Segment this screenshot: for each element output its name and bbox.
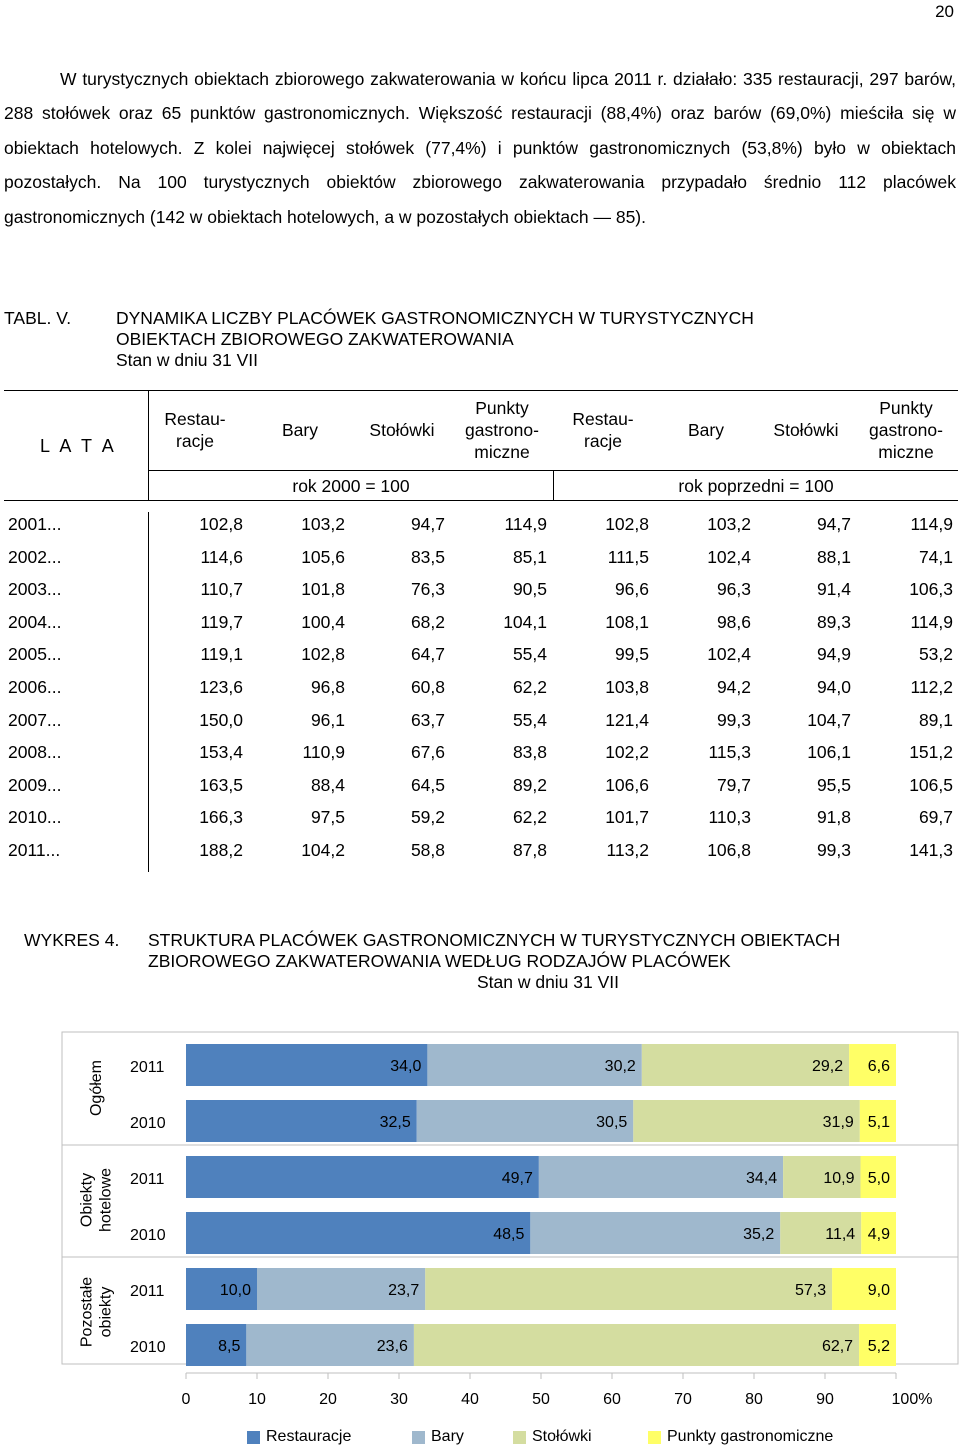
stacked-bar-chart	[0, 1030, 960, 1420]
table-cell: 96,3	[716, 579, 751, 600]
row-year: 2002...	[8, 546, 62, 567]
x-tick-label: 30	[390, 1391, 408, 1408]
legend-label: Punkty gastronomiczne	[667, 1428, 834, 1445]
x-tick-label: 50	[532, 1391, 550, 1408]
table-cell: 111,5	[607, 546, 649, 567]
row-year: 2009...	[8, 774, 62, 795]
table-cell: 102,8	[301, 644, 345, 665]
table-cell: 64,7	[410, 644, 445, 665]
chart-title-line1: STRUKTURA PLACÓWEK GASTRONOMICZNYCH W TURYSTYCZNYCH OBIEKTACH	[148, 930, 841, 950]
row-stub-divider	[148, 708, 149, 742]
bar-segment-label: 31,9	[822, 1114, 854, 1131]
bar-segment-label: 10,0	[219, 1282, 251, 1299]
bar-segment-label: 35,2	[743, 1226, 775, 1243]
table-cell: 91,8	[816, 807, 851, 828]
group-label-line: hotelowe	[97, 1167, 115, 1233]
group-label	[79, 1277, 115, 1347]
legend-item	[648, 1428, 833, 1446]
col-header-text: miczne	[474, 442, 530, 462]
group-label	[79, 1168, 115, 1232]
row-stub-divider	[148, 577, 149, 611]
table-cell: 94,7	[816, 514, 851, 534]
bar-segment-label: 23,6	[376, 1338, 408, 1355]
table-cell: 55,4	[512, 709, 547, 730]
group-label-line: Pozostałe	[78, 1276, 96, 1348]
table-cell: 96,1	[310, 709, 345, 730]
table-title-line1: DYNAMIKA LICZBY PLACÓWEK GASTRONOMICZNYCH W TURYSTYCZNYCH	[116, 308, 754, 328]
table-cell: 114,6	[200, 546, 243, 567]
bar-segment	[425, 1268, 832, 1310]
table-cell: 79,7	[716, 774, 751, 795]
row-stub-divider	[148, 642, 149, 676]
row-stub-divider	[148, 512, 149, 546]
table-cell: 85,1	[512, 546, 547, 567]
table-cell: 102,8	[605, 514, 649, 534]
table-cell: 103,2	[301, 514, 345, 534]
row-year: 2011...	[8, 840, 61, 860]
table-cell: 99,3	[716, 709, 751, 730]
table-cell: 74,1	[918, 546, 953, 567]
table-cell: 106,5	[909, 774, 953, 795]
row-year: 2005...	[8, 644, 62, 665]
legend-item	[412, 1428, 464, 1446]
x-tick-label: 20	[319, 1391, 337, 1408]
table-row	[4, 644, 958, 676]
table-row	[4, 677, 958, 709]
legend-item	[247, 1428, 351, 1446]
table-cell: 115,3	[708, 742, 751, 763]
row-year: 2007...	[8, 709, 62, 730]
table-cell: 106,1	[807, 742, 851, 763]
col-header-stolowki-1: Stołówki	[369, 420, 435, 440]
intro-paragraph	[4, 62, 956, 234]
paragraph-text: W turystycznych obiektach zbiorowego zakwaterowania w końcu lipca 2011 r. działało: 335 restauracji, 297 barów, 288 stołówek oraz 65 punktów gastronomicznych. Większość restauracji (88,4%) oraz barów (69,0%) mieściła się w obiektach hotelowych. Z kolei najwięcej stołówek (77,4%) i punktów gastronomicznych (53,8%) było w obiektach pozostałych. Na 100 turystycznych obiektów zbiorowego zakwaterowania przypadało średnio 112 placówek gastronomicznych (142 w obiektach hotelowych, a w pozostałych obiektach — 85).	[4, 69, 956, 227]
x-tick-label: 80	[745, 1391, 763, 1408]
bar-segment-label: 10,9	[823, 1170, 855, 1187]
table-cell: 64,5	[410, 774, 445, 795]
table-label: TABL. V.	[4, 308, 72, 328]
table-cell: 94,2	[716, 677, 751, 697]
group-label	[88, 1060, 105, 1116]
table-cell: 106,6	[605, 774, 649, 795]
chart-subtitle: Stan w dniu 31 VII	[476, 972, 620, 992]
x-tick-label: 70	[674, 1391, 692, 1408]
group-header-prev-year: rok poprzedni = 100	[678, 476, 834, 496]
bar-segment-label: 30,5	[596, 1114, 628, 1131]
table-cell: 101,7	[605, 807, 649, 828]
bar-year-label: 2010	[130, 1339, 166, 1356]
table-cell: 97,5	[310, 807, 345, 828]
table-cell: 68,2	[410, 611, 445, 632]
table-cell: 102,4	[707, 644, 751, 665]
chart-label: WYKRES 4.	[24, 930, 120, 950]
bar-year-label: 2011	[130, 1283, 165, 1300]
table-cell: 103,2	[707, 514, 751, 534]
legend-label: Bary	[431, 1428, 464, 1445]
table-row	[4, 840, 958, 872]
bar-segment	[186, 1156, 539, 1198]
table-cell: 106,3	[909, 579, 953, 600]
table-row	[4, 807, 958, 839]
table-cell: 62,2	[512, 677, 547, 697]
table-cell: 89,3	[816, 611, 851, 632]
bar-segment-label: 34,4	[745, 1170, 778, 1187]
table-cell: 104,2	[301, 840, 345, 860]
bar-segment-label: 34,0	[390, 1058, 422, 1075]
table-title	[116, 308, 876, 371]
col-header-text: Punkty	[879, 398, 933, 418]
table-cell: 110,7	[200, 579, 243, 600]
table-cell: 188,2	[199, 840, 243, 860]
chart-title-line2: ZBIOROWEGO ZAKWATEROWANIA WEDŁUG RODZAJÓW PLACÓWEK	[148, 951, 731, 971]
stub-divider	[148, 390, 149, 500]
table-cell: 76,3	[410, 579, 445, 600]
table-cell: 141,3	[909, 840, 953, 860]
table-cell: 112,2	[910, 677, 953, 697]
table-cell: 94,7	[410, 514, 445, 534]
table-cell: 99,5	[614, 644, 649, 665]
bar-segment-label: 57,3	[794, 1282, 827, 1299]
row-stub-divider	[148, 545, 149, 579]
bar-segment-label: 9,0	[867, 1282, 890, 1299]
row-stub-divider	[148, 675, 149, 709]
col-header-bary-2: Bary	[688, 420, 724, 440]
table-cell: 108,1	[605, 611, 649, 632]
row-year: 2003...	[8, 579, 62, 600]
table-cell: 94,9	[816, 644, 851, 665]
table-cell: 104,1	[503, 611, 547, 632]
x-tick-label: 0	[181, 1391, 191, 1408]
legend-swatch	[412, 1431, 425, 1444]
table-cell: 62,2	[512, 807, 547, 828]
table-row	[4, 612, 958, 644]
bar-segment	[186, 1212, 530, 1254]
bar-segment-label: 48,5	[493, 1226, 525, 1243]
col-header-text: racje	[584, 431, 622, 451]
table-cell: 114,9	[504, 514, 547, 534]
table-cell: 153,4	[199, 742, 243, 763]
row-year: 2006...	[8, 677, 62, 697]
row-stub-divider	[148, 610, 149, 644]
bar-segment-label: 5,1	[867, 1114, 890, 1131]
table-cell: 119,1	[200, 644, 243, 665]
x-tick-label: 100%	[891, 1391, 933, 1408]
bar-segment-label: 5,2	[867, 1338, 890, 1355]
table-cell: 87,8	[512, 840, 547, 860]
table-cell: 83,8	[512, 742, 547, 763]
table-row	[4, 742, 958, 774]
table-row	[4, 579, 958, 611]
table-cell: 113,2	[606, 840, 649, 860]
table-cell: 60,8	[410, 677, 445, 697]
col-header-text: Restau-	[164, 409, 226, 429]
group-label-line: Obiekty	[78, 1172, 96, 1228]
table-row	[4, 514, 958, 546]
table-cell: 98,6	[716, 611, 751, 632]
table-cell: 53,2	[918, 644, 953, 665]
table-cell: 121,4	[605, 709, 649, 730]
table-cell: 102,2	[605, 742, 649, 763]
bar-segment	[414, 1324, 859, 1366]
table-cell: 104,7	[807, 709, 851, 730]
table-cell: 101,8	[301, 579, 345, 600]
x-tick-label: 90	[816, 1391, 834, 1408]
chart-title	[148, 930, 948, 972]
bar-segment-label: 6,6	[867, 1058, 890, 1075]
bar-segment-label: 32,5	[379, 1114, 411, 1131]
table-cell: 103,8	[605, 677, 649, 697]
table-cell: 163,5	[199, 774, 243, 795]
col-header-text: racje	[176, 431, 214, 451]
bar-segment-label: 5,0	[867, 1170, 890, 1187]
row-year: 2008...	[8, 742, 62, 763]
table-cell: 150,0	[199, 709, 243, 730]
legend-swatch	[513, 1431, 526, 1444]
table-cell: 105,6	[301, 546, 345, 567]
table-cell: 83,5	[410, 546, 445, 567]
table-row	[4, 775, 958, 807]
legend-swatch	[247, 1431, 260, 1444]
table-cell: 88,4	[310, 774, 345, 795]
bar-year-label: 2011	[130, 1171, 165, 1188]
col-header-punkty-1	[452, 397, 552, 463]
table-cell: 119,7	[200, 611, 243, 632]
table-row	[4, 547, 958, 579]
row-stub-divider	[148, 773, 149, 807]
table-cell: 123,6	[199, 677, 243, 697]
legend-label: Stołówki	[532, 1428, 592, 1445]
table-cell: 58,8	[410, 840, 445, 860]
col-header-text: gastrono-	[465, 420, 539, 440]
bar-year-label: 2010	[130, 1227, 166, 1244]
table-header-bottom-rule	[4, 500, 958, 501]
x-tick-label: 10	[248, 1391, 266, 1408]
col-header-text: gastrono-	[869, 420, 943, 440]
group-label-line: Ogółem	[88, 1059, 105, 1117]
table-title-line3: Stan w dniu 31 VII	[116, 350, 259, 370]
bar-segment-label: 8,5	[218, 1338, 241, 1355]
table-cell: 89,1	[918, 709, 953, 730]
table-cell: 96,8	[310, 677, 345, 697]
table-cell: 106,8	[707, 840, 751, 860]
row-year: 2001...	[8, 514, 62, 534]
table-cell: 110,3	[708, 807, 751, 828]
x-tick-label: 40	[461, 1391, 479, 1408]
col-header-text: Punkty	[475, 398, 529, 418]
group-label-line: obiekty	[97, 1286, 115, 1338]
row-stub-divider	[148, 838, 149, 872]
table-cell: 114,9	[910, 611, 953, 632]
legend-swatch	[648, 1431, 661, 1444]
table-cell: 166,3	[199, 807, 243, 828]
group-header-2000: rok 2000 = 100	[292, 476, 410, 496]
bar-segment-label: 62,7	[821, 1338, 854, 1355]
legend-item	[513, 1428, 592, 1446]
table-cell: 94,0	[816, 677, 851, 697]
table-cell: 63,7	[410, 709, 445, 730]
table-cell: 96,6	[614, 579, 649, 600]
row-stub-divider	[148, 740, 149, 774]
table-cell: 110,9	[302, 742, 345, 763]
bar-year-label: 2010	[130, 1115, 166, 1132]
table-cell: 69,7	[918, 807, 953, 828]
row-stub-divider	[148, 805, 149, 839]
bar-segment-label: 4,9	[867, 1226, 890, 1243]
col-header-text: miczne	[878, 442, 934, 462]
table-cell: 55,4	[512, 644, 547, 665]
row-year: 2010...	[8, 807, 62, 828]
table-cell: 67,6	[410, 742, 445, 763]
table-cell: 88,1	[816, 546, 851, 567]
col-header-text: Restau-	[572, 409, 634, 429]
table-cell: 91,4	[816, 579, 851, 600]
table-cell: 90,5	[512, 579, 547, 600]
bar-segment-label: 29,2	[811, 1058, 844, 1075]
stub-header: L A T A	[40, 436, 117, 456]
table-cell: 59,2	[410, 807, 445, 828]
row-year: 2004...	[8, 611, 62, 632]
bar-year-label: 2011	[130, 1059, 165, 1076]
table-cell: 114,9	[910, 514, 953, 534]
table-row	[4, 710, 958, 742]
col-header-restauracje-1	[150, 408, 240, 452]
col-header-restauracje-2	[556, 408, 650, 452]
table-cell: 95,5	[816, 774, 851, 795]
bar-segment-label: 11,4	[825, 1226, 856, 1243]
table-title-line2: OBIEKTACH ZBIOROWEGO ZAKWATEROWANIA	[116, 329, 514, 349]
x-tick-label: 60	[603, 1391, 621, 1408]
col-header-bary-1: Bary	[282, 420, 318, 440]
col-header-punkty-2	[856, 397, 956, 463]
table-cell: 99,3	[816, 840, 851, 860]
bar-segment-label: 23,7	[388, 1282, 420, 1299]
table-cell: 102,4	[707, 546, 751, 567]
table-cell: 151,2	[909, 742, 953, 763]
col-header-stolowki-2: Stołówki	[773, 420, 839, 440]
table-cell: 100,4	[301, 611, 345, 632]
page-number: 20	[935, 2, 954, 21]
bar-segment-label: 49,7	[501, 1170, 533, 1187]
table-cell: 102,8	[199, 514, 243, 534]
table-cell: 89,2	[512, 774, 547, 795]
legend-label: Restauracje	[266, 1428, 352, 1445]
bar-segment-label: 30,2	[604, 1058, 636, 1075]
